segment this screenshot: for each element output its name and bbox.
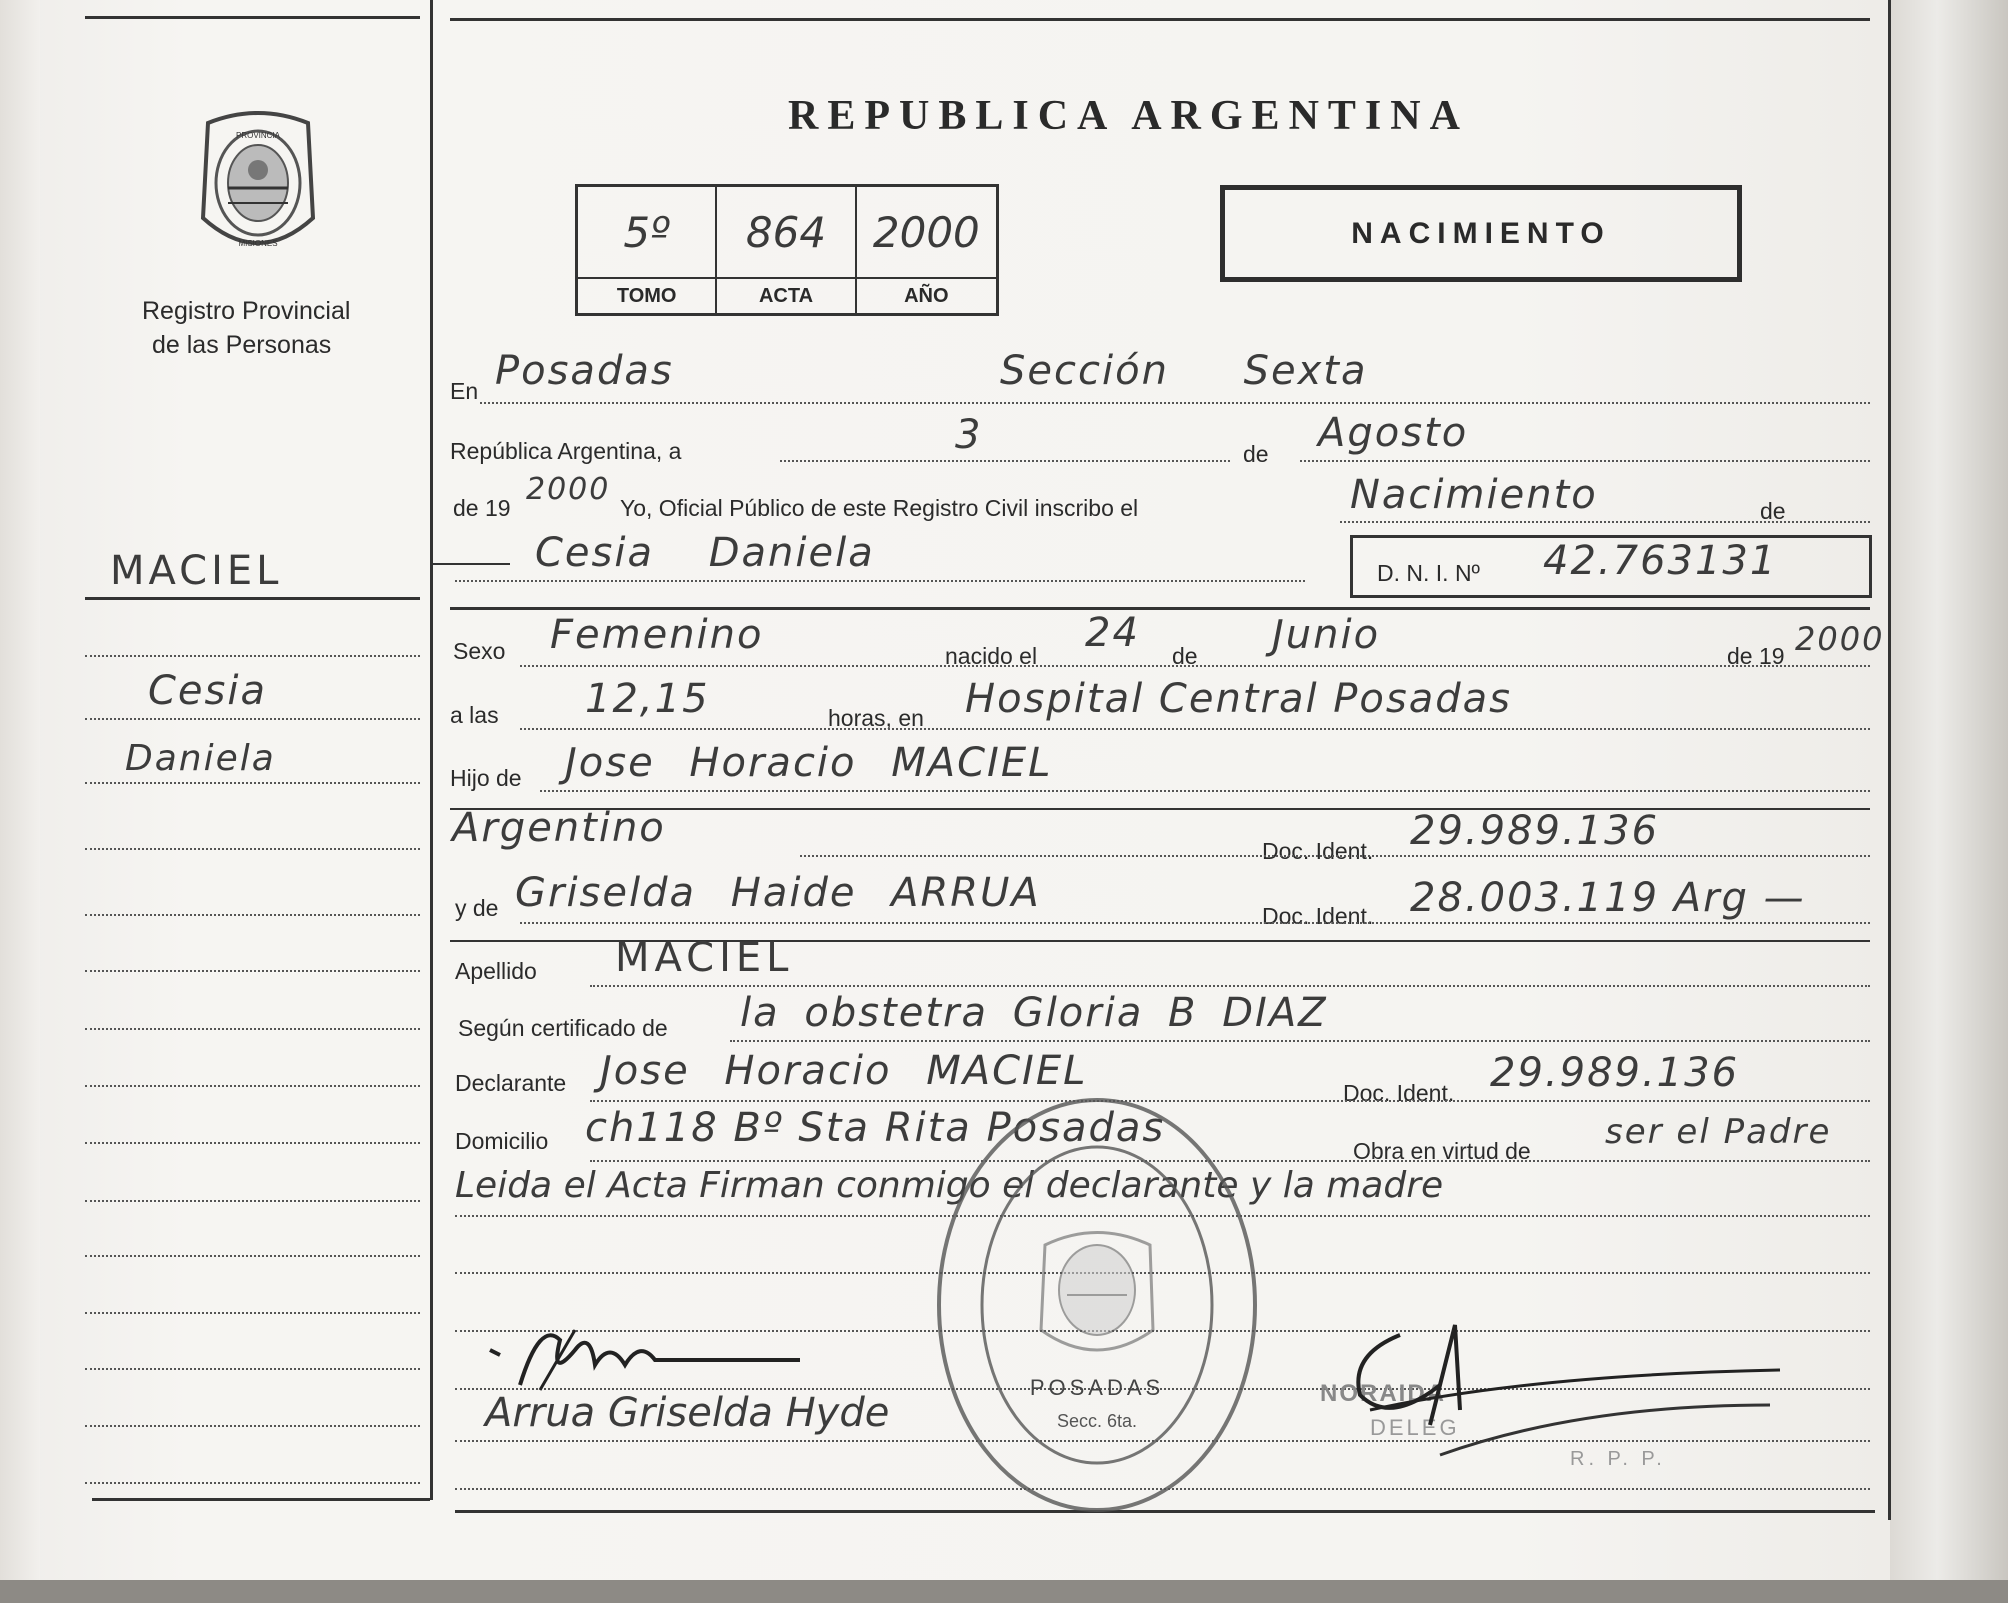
sexo-label: Sexo	[453, 638, 506, 664]
dni-box	[1350, 535, 1872, 598]
alas-label: a las	[450, 702, 499, 728]
form-dotted-line	[520, 665, 1870, 667]
form-dotted-line	[455, 580, 1305, 582]
record-type-box: NACIMIENTO	[1220, 185, 1742, 282]
margin-dotted-line	[85, 655, 420, 657]
form-dotted-line	[590, 985, 1870, 987]
official-seal-icon	[935, 1095, 1260, 1515]
margin-dotted-line	[85, 848, 420, 850]
margin-dotted-line	[85, 782, 420, 784]
form-dotted-line	[1340, 521, 1870, 523]
mother-value: Griselda Haide ARRUA	[515, 870, 1041, 916]
acta-value: 864	[717, 187, 856, 277]
birth-day-value: 24	[1085, 610, 1140, 656]
de19-label-2: de 19	[1727, 643, 1785, 669]
mother-doc-label: Doc. Ident.	[1262, 903, 1374, 929]
de19-label: de 19	[453, 495, 511, 521]
province-emblem-icon	[188, 108, 328, 268]
birth-place-value: Hospital Central Posadas	[965, 676, 1512, 722]
en-label: En	[450, 378, 479, 404]
ano-value: 2000	[872, 207, 980, 257]
top-rule-left	[85, 16, 420, 19]
margin-dotted-line	[85, 914, 420, 916]
closing-text: Leida el Acta Firman conmigo el declarante y la madre	[455, 1165, 1444, 1206]
address-value: ch118 Bº Sta Rita Posadas	[585, 1105, 1166, 1151]
mother-doc-value: 28.003.119 Arg —	[1410, 875, 1806, 921]
register-table	[575, 184, 999, 316]
margin-dotted-line	[85, 1368, 420, 1370]
tomo-value: 5º	[578, 187, 717, 277]
top-rule-right	[450, 18, 1870, 21]
birth-year-value: 2000	[1795, 620, 1885, 658]
margin-surname: MACIEL	[110, 548, 283, 594]
name-lead-rule	[430, 563, 510, 565]
ano-label: AÑO	[857, 277, 996, 313]
segun-label: Según certificado de	[458, 1015, 668, 1041]
sex-value: Femenino	[550, 612, 764, 658]
republica-label: República Argentina, a	[450, 438, 682, 464]
margin-dotted-line	[85, 1255, 420, 1257]
de-label: de	[1243, 441, 1269, 467]
year-value: 2000	[526, 472, 611, 507]
margin-dotted-line	[85, 1425, 420, 1427]
dni-value: 42.763131	[1543, 538, 1778, 584]
bottom-rule-left	[92, 1498, 430, 1501]
form-dotted-line	[780, 460, 1230, 462]
form-dotted-line	[800, 855, 1870, 857]
declarant-doc-value: 29.989.136	[1490, 1050, 1740, 1096]
margin-surname-rule	[85, 597, 420, 600]
city-value: Posadas	[495, 348, 674, 394]
acta-label: ACTA	[717, 277, 856, 313]
hijo-label: Hijo de	[450, 765, 522, 791]
right-border	[1888, 0, 1891, 1520]
father-value: Jose Horacio MACIEL	[565, 740, 1053, 786]
seal-section: Secc. 6ta.	[1056, 1411, 1138, 1431]
country-title: REPUBLICA ARGENTINA	[788, 93, 1469, 139]
father-doc-label: Doc. Ident.	[1262, 838, 1374, 864]
record-kind-value: Nacimiento	[1350, 472, 1598, 518]
father-nationality-value: Argentino	[452, 805, 666, 851]
form-dotted-line	[540, 790, 1870, 792]
margin-dotted-line	[85, 1482, 420, 1484]
obra-label: Obra en virtud de	[1353, 1138, 1531, 1164]
child-name-value: Cesia Daniela	[535, 530, 875, 576]
margin-dotted-line	[85, 1200, 420, 1202]
signature-mother: Arrua Griselda Hyde	[485, 1390, 890, 1436]
column-divider	[430, 0, 433, 1500]
page-binding	[0, 0, 40, 1580]
form-dotted-line	[520, 728, 1870, 730]
tomo-label: TOMO	[578, 277, 717, 313]
de-label-2: de	[1760, 498, 1786, 524]
margin-given-name1: Cesia	[148, 668, 268, 714]
day-value: 3	[955, 412, 983, 458]
form-dotted-line	[520, 922, 1870, 924]
form-dotted-line	[1300, 460, 1870, 462]
margin-dotted-line	[85, 1312, 420, 1314]
birth-time-value: 12,15	[585, 676, 710, 722]
father-doc-value: 29.989.136	[1410, 808, 1660, 854]
stamp-line3: R. P. P.	[1570, 1448, 1666, 1470]
domicilio-label: Domicilio	[455, 1128, 549, 1154]
oficial-text: Yo, Oficial Público de este Registro Civil inscribo el	[620, 495, 1139, 521]
birth-month-value: Junio	[1272, 612, 1381, 658]
nacido-label: nacido el	[945, 643, 1038, 669]
certificate-value: la obstetra Gloria B DIAZ	[740, 990, 1328, 1036]
book-bottom-edge	[0, 1580, 2008, 1603]
de-label-3: de	[1172, 643, 1198, 669]
agency-name-line2: de las Personas	[152, 331, 332, 359]
book-edge	[1890, 0, 2008, 1603]
surname-value: MACIEL	[615, 935, 794, 981]
signature-official	[1330, 1315, 1790, 1465]
margin-given-name2: Daniela	[125, 738, 276, 779]
form-dotted-line	[730, 1040, 1870, 1042]
declarante-label: Declarante	[455, 1070, 567, 1096]
seal-city: POSADAS	[1029, 1375, 1165, 1400]
horas-label: horas, en	[828, 705, 924, 731]
emblem-bottom-text: MISIONES	[238, 239, 278, 248]
apellido-label: Apellido	[455, 958, 537, 984]
margin-dotted-line	[85, 970, 420, 972]
month-value: Agosto	[1318, 410, 1469, 456]
margin-dotted-line	[85, 1085, 420, 1087]
dni-label: D. N. I. Nº	[1377, 560, 1480, 586]
declarant-value: Jose Horacio MACIEL	[600, 1048, 1088, 1094]
agency-name-line1: Registro Provincial	[142, 297, 351, 325]
stamp-line2: DELEG	[1370, 1415, 1460, 1440]
section-value: Sección Sexta	[1000, 348, 1368, 394]
margin-dotted-line	[85, 718, 420, 720]
declarant-doc-label: Doc. Ident.	[1343, 1080, 1455, 1106]
signature-father	[480, 1310, 810, 1400]
margin-dotted-line	[85, 1028, 420, 1030]
form-dotted-line	[480, 402, 1870, 404]
stamp-line1: NORAIDA	[1320, 1380, 1446, 1407]
obra-value: ser el Padre	[1605, 1112, 1832, 1152]
yde-label: y de	[455, 895, 499, 921]
emblem-top-text: PROVINCIA	[235, 131, 281, 140]
section-rule	[450, 607, 1870, 610]
margin-dotted-line	[85, 1142, 420, 1144]
